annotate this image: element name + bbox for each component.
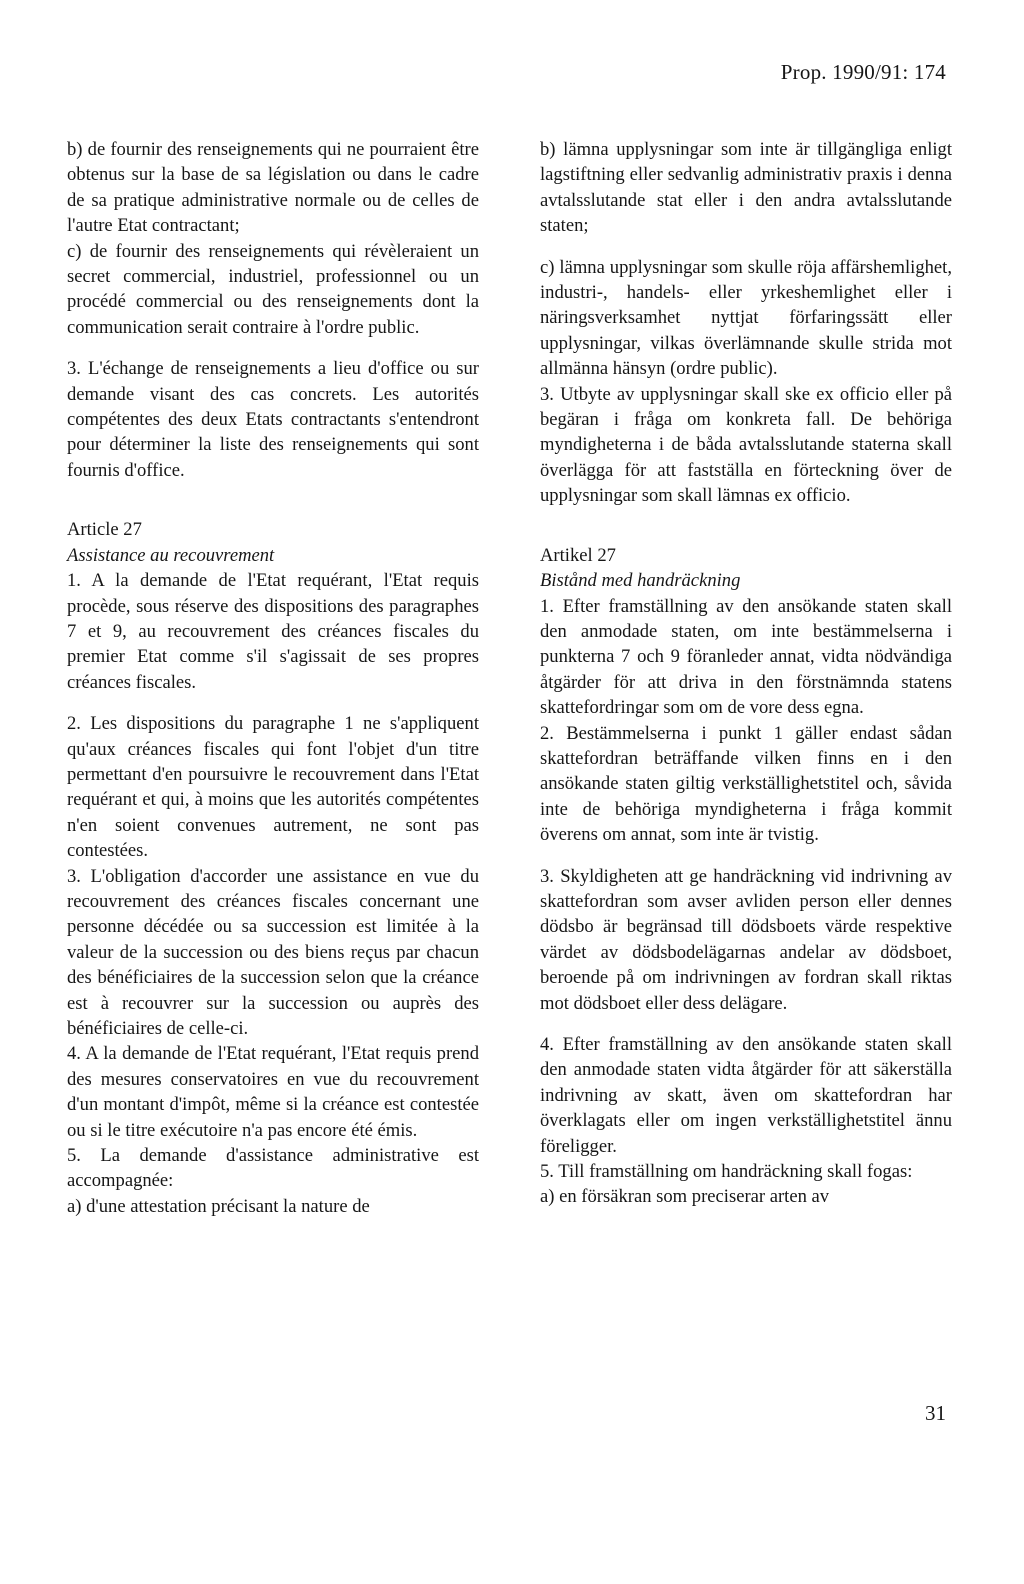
article-paragraph-5: 5. La demande d'assistance administrative est accompagnée: [67,1145,479,1192]
article-paragraph-3: 3. Skyldigheten att ge handräckning vid indrivning av skattefordran som avser avliden person eller dennes dödsbo är begränsad till dödsboets värde respektive värdet av dödsbodelägarnas andelar av dödsboet, beroende på om indrivningen av fordran skall riktas mot dödsboet eller dess delägare. [540,865,952,1014]
paragraph-3: 3. Utbyte av upplysningar skall ske ex officio eller på begäran i fråga om konkreta fall. De behöriga myndigheterna i de båda avtalsslutande staterna skall överlägga för att fastställa en förteckning över de upplysningar som skall lämnas ex officio. [540,383,952,507]
paragraph-c: c) lämna upplysningar som skulle röja affärshemlighet, industri-, handels- eller yrkeshemlighet eller i näringsverksamhet nyttjat förfaringssätt eller upplysningar, vilkas överlämnande skulle strida mot allmänna hänsyn (ordre public). [540,256,952,380]
article-paragraph-5a: a) en försäkran som preciserar arten av [540,1186,830,1208]
french-column [67,137,479,1219]
paragraph-b: b) de fournir des renseignements qui ne pourraient être obtenus sur la base de sa législation ou dans le cadre de sa pratique administrative normale ou de celles de l'autre Etat contractant; [67,139,479,237]
article-paragraph-4: 4. A la demande de l'Etat requérant, l'Etat requis prend des mesures conservatoires en vue du recouvrement d'un montant d'impôt, même si la créance est contestée ou si le titre exécutoire n'a pas encore été émis. [67,1043,479,1141]
article-paragraph-5: 5. Till framställning om handräckning skall fogas: [540,1161,913,1183]
article-paragraph-2: 2. Bestämmelserna i punkt 1 gäller endast sådan skattefordran beträffande vilken finns en i den ansökande staten giltig verkställighetstitel och, såvida inte de behöriga myndigheterna i fråga kommit överens om annat, som inte är tvistig. [540,722,952,846]
article-paragraph-5a: a) d'une attestation précisant la nature de [67,1195,370,1217]
article-paragraph-2: 2. Les dispositions du paragraphe 1 ne s'appliquent qu'aux créances fiscales qui font l'objet d'un titre permettant d'en poursuivre le recouvrement dans l'Etat requérant et qui, à moins que les autorités compétentes n'en soient convenues autrement, ne sont pas contestées. [67,713,479,862]
document-reference: Prop. 1990/91: 174 [780,60,946,84]
paragraph-b: b) lämna upplysningar som inte är tillgängliga enligt lagstiftning eller sedvanlig administrativ praxis i denna avtalsslutande stat eller i den andra avtalsslutande staten; [540,139,952,237]
paragraph-c: c) de fournir des renseignements qui révèleraient un secret commercial, industriel, professionnel ou un procédé commercial ou des renseignements dont la communication serait contraire à l'ordre public. [67,240,479,338]
article-paragraph-1: 1. A la demande de l'Etat requérant, l'Etat requis procède, sous réserve des dispositions des paragraphes 7 et 9, au recouvrement des créances fiscales du premier Etat comme s'il s'agissait de ses propres créances fiscales. [67,570,479,693]
article-title: Article 27 [67,519,142,541]
article-subtitle: Assistance au recouvrement [67,544,275,566]
article-paragraph-1: 1. Efter framställning av den ansökande staten skall den anmodade staten, om inte bestämmelserna i punkterna 7 och 9 föranleder annat, vidta nödvändiga åtgärder för att driva in den förstnämnda statens skattefordringar som om de vore dess egna. [540,595,952,719]
page-number: 31 [925,1401,946,1425]
article-paragraph-3: 3. L'obligation d'accorder une assistance en vue du recouvrement des créances fiscales concernant une personne décédée ou sa succession est limitée à la valeur de la succession ou des biens reçus par chacun des bénéficiaires de la succession selon que la créance est à recouvrer sur la succession ou auprès des bénéficiaires de celle-ci. [67,865,479,1039]
paragraph-3: 3. L'échange de renseignements a lieu d'office ou sur demande visant des cas concrets. Les autorités compétentes des deux Etats contractants s'entendront pour déterminer la liste des renseignements qui sont fournis d'office. [67,358,479,481]
article-subtitle: Bistånd med handräckning [540,570,741,592]
article-paragraph-4: 4. Efter framställning av den ansökande staten skall den anmodade staten vidta åtgärder för att säkerställa indrivning av skatt, även om skattefordran har överklagats eller om ingen verkställighetstitel ännu föreligger. [540,1034,952,1157]
swedish-column [540,137,952,1210]
article-title: Artikel 27 [540,544,616,566]
